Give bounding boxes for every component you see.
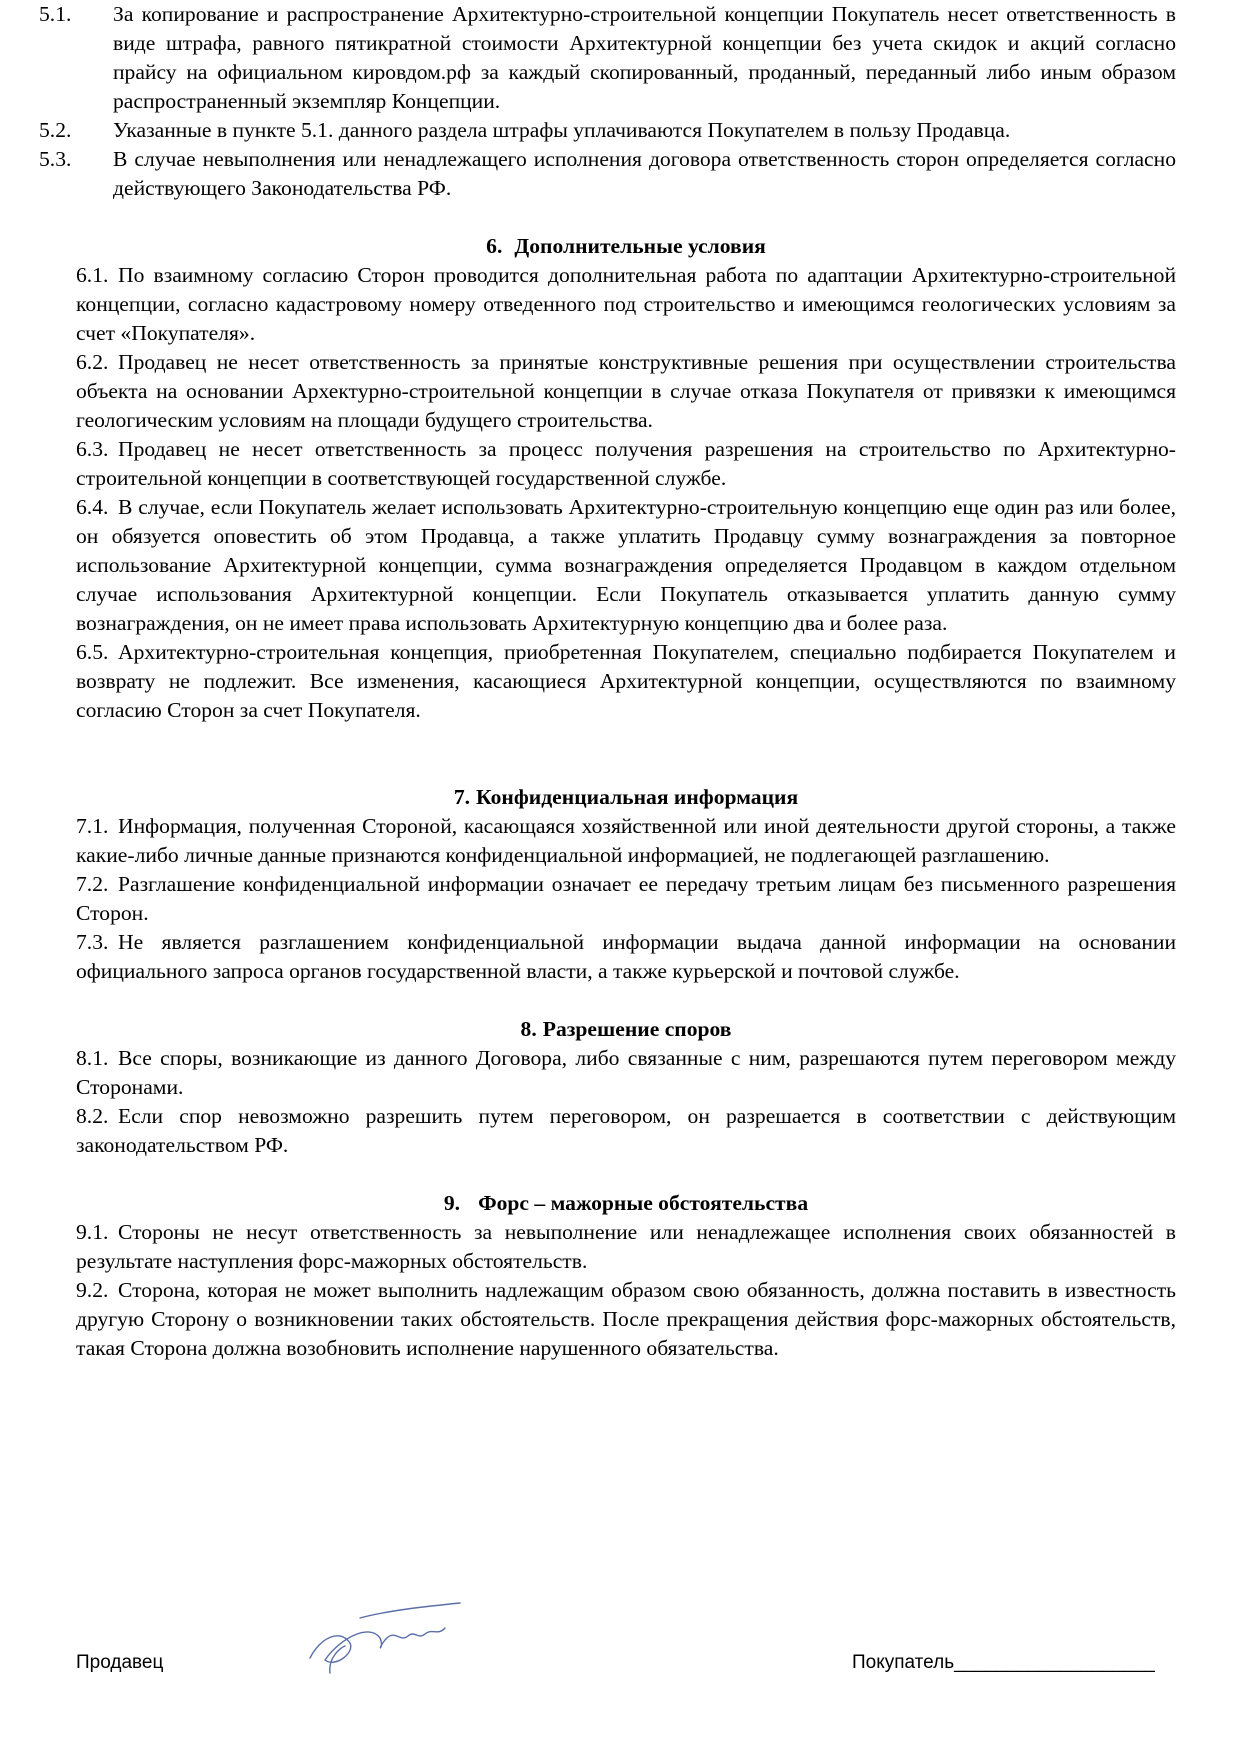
clause-6-4 xyxy=(76,493,1176,638)
clause-6-5 xyxy=(76,638,1176,725)
clause-6-3 xyxy=(76,435,1176,493)
clause-number: 9.2. xyxy=(76,1278,109,1302)
clause-text: В случае невыполнения или ненадлежащего исполнения договора ответственность сторон определяется согласно действующего Законодательства РФ. xyxy=(113,147,1176,200)
clause-text: Сторона, которая не может выполнить надлежащим образом свою обязанность, должна поставить в известность другую Сторону о возникновении таких обстоятельств. После прекращения действия форс-мажорных обстоятельств, такая Сторона должна возобновить исполнение нарушенного обязательства. xyxy=(76,1278,1176,1360)
clause-text: По взаимному согласию Сторон проводится дополнительная работа по адаптации Архитектурно-строительной концепции, согласно кадастровому номеру отведенного под строительство и имеющимся геологических условиям за счет «Покупателя». xyxy=(76,263,1176,345)
clause-9-2 xyxy=(76,1276,1176,1363)
clause-8-1 xyxy=(76,1044,1176,1102)
section-number: 8. xyxy=(520,1017,537,1041)
clause-5-3 xyxy=(39,145,1176,203)
clause-number: 6.1. xyxy=(76,263,109,287)
clause-text: Стороны не несут ответственность за невыполнение или ненадлежащее исполнения своих обязанностей в результате наступления форс-мажорных обстоятельств. xyxy=(76,1220,1176,1273)
section-number: 7. xyxy=(453,785,471,809)
clause-number: 7.1. xyxy=(76,814,109,838)
document-page xyxy=(39,0,1176,1363)
clause-5-2 xyxy=(39,116,1176,145)
clause-8-2 xyxy=(76,1102,1176,1160)
section-title: Конфиденциальная информация xyxy=(476,785,799,809)
clause-5-1 xyxy=(39,0,1176,116)
clause-number: 7.3. xyxy=(76,930,109,954)
section-number: 6. xyxy=(486,234,503,258)
section-number: 9. xyxy=(443,1191,461,1215)
clause-text: Все споры, возникающие из данного Договора, либо связанные с ним, разрешаются путем переговором между Сторонами. xyxy=(76,1046,1176,1099)
clause-text: Продавец не несет ответственность за процесс получения разрешения на строительство по Архитектурно-строительной концепции в соответствующей государственной службе. xyxy=(76,437,1176,490)
clause-number: 5.2. xyxy=(39,118,72,142)
clause-number: 7.2. xyxy=(76,872,109,896)
clause-number: 5.1. xyxy=(39,2,72,26)
clause-number: 9.1. xyxy=(76,1220,109,1244)
clause-text: Информация, полученная Стороной, касающаяся хозяйственной или иной деятельности другой стороны, а также какие-либо личные данные признаются конфиденциальной информацией, не подлегающей разглашению. xyxy=(76,814,1176,867)
clause-text: Архитектурно-строительная концепция, приобретенная Покупателем, специально подбирается Покупателем и возврату не подлежит. Все изменения, касающиеся Архитектурной концепции, осуществляются по взаимному согласию Сторон за счет Покупателя. xyxy=(76,640,1176,722)
clause-text: Разглашение конфиденциальной информации означает ее передачу третьим лицам без письменного разрешения Сторон. xyxy=(76,872,1176,925)
clause-number: 6.4. xyxy=(76,495,109,519)
buyer-signature-line: Покупатель___________________ xyxy=(852,1652,1155,1673)
clause-number: 6.5. xyxy=(76,640,109,664)
clause-number: 8.2. xyxy=(76,1104,109,1128)
section-title: Дополнительные условия xyxy=(514,234,766,258)
clause-text: Не является разглашением конфиденциальной информации выдача данной информации на основании официального запроса органов государственной власти, а также курьерской и почтовой службе. xyxy=(76,930,1176,983)
clause-6-1 xyxy=(76,261,1176,348)
clause-text: Продавец не несет ответственность за принятые конструктивные решения при осуществлении строительства объекта на основании Архектурно-строительной концепции в случае отказа Покупателя от привязки к имеющимся геологическим условиям на площади будущего строительства. xyxy=(76,350,1176,432)
clause-text: За копирование и распространение Архитектурно-строительной концепции Покупатель несет ответственность в виде штрафа, равного пятикратной стоимости Архитектурной концепции без учета скидок и акций согласно прайсу на официальном кировдом.рф за каждый скопированный, проданный, переданный либо иным образом распространенный экземпляр Концепции. xyxy=(113,2,1176,113)
clause-text: В случае, если Покупатель желает использовать Архитектурно-строительную концепцию еще один раз или более, он обязуется оповестить об этом Продавца, а также уплатить Продавцу сумму вознаграждения за повторное использование Архитектурной концепции, сумма вознаграждения определяется Продавцом в каждом отдельном случае использования Архитектурной концепции. Если Покупатель отказывается уплатить данную сумму вознаграждения, он не имеет права использовать Архитектурную концепцию два и более раза. xyxy=(76,495,1176,635)
clause-number: 5.3. xyxy=(39,147,72,171)
section-title: Разрешение споров xyxy=(542,1017,732,1041)
clause-7-2 xyxy=(76,870,1176,928)
section-title: Форс – мажорные обстоятельства xyxy=(478,1191,809,1215)
clause-text: Если спор невозможно разрешить путем переговором, он разрешается в соответствии с действующим законодательством РФ. xyxy=(76,1104,1176,1157)
seller-label: Продавец xyxy=(76,1652,164,1673)
clause-number: 6.3. xyxy=(76,437,109,461)
clause-7-1 xyxy=(76,812,1176,870)
section-7-heading xyxy=(76,783,1176,812)
clause-7-3 xyxy=(76,928,1176,986)
signature-scribble xyxy=(300,1598,470,1678)
clause-9-1 xyxy=(76,1218,1176,1276)
clause-number: 8.1. xyxy=(76,1046,109,1070)
clause-6-2 xyxy=(76,348,1176,435)
clause-number: 6.2. xyxy=(76,350,109,374)
section-8-heading xyxy=(76,1015,1176,1044)
section-9-heading xyxy=(76,1189,1176,1218)
clause-text: Указанные в пункте 5.1. данного раздела штрафы уплачиваются Покупателем в пользу Продавца. xyxy=(113,118,1011,142)
section-6-heading xyxy=(76,232,1176,261)
